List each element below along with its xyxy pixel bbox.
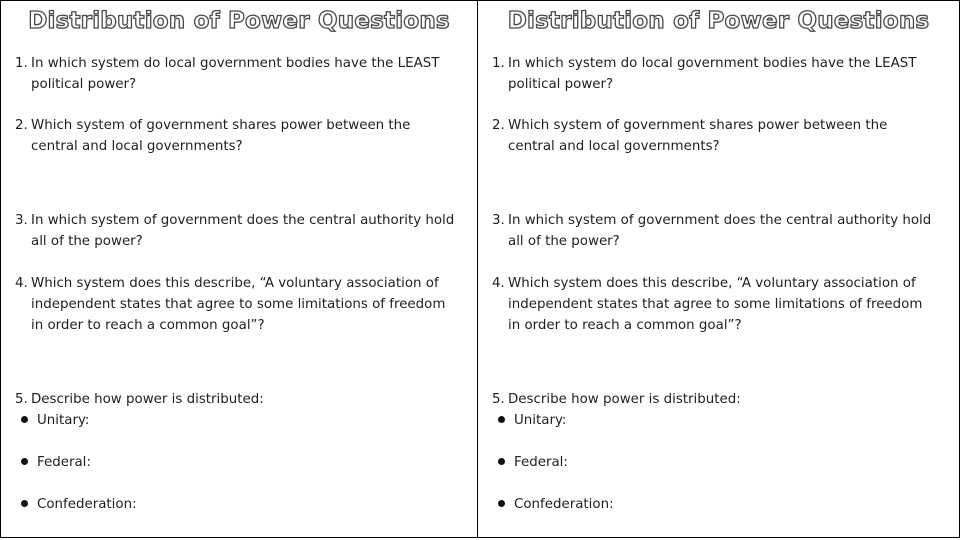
worksheet-panel-left: [0, 0, 478, 538]
question-text: Describe how power is distributed:: [31, 392, 264, 407]
bullet-item-federal: [21, 452, 91, 473]
bullet-item-confederation: [21, 494, 137, 515]
bullet-label: Confederation:: [37, 497, 137, 512]
bullet-dot-icon: [498, 458, 505, 465]
question-4: [15, 273, 467, 336]
question-number: 1.: [15, 56, 28, 71]
question-text-cont: in order to reach a common goal”?: [31, 318, 265, 333]
question-text-cont: central and local governments?: [31, 139, 243, 154]
question-text-cont: in order to reach a common goal”?: [508, 318, 742, 333]
question-3: [15, 210, 467, 252]
bullet-dot-icon: [21, 416, 28, 423]
question-text-cont: independent states that agree to some limitations of freedom: [31, 297, 446, 312]
question-4: [492, 273, 949, 336]
bullet-label: Unitary:: [514, 413, 567, 428]
question-2: [492, 115, 949, 157]
bullet-item-unitary: [21, 410, 89, 431]
question-2: [15, 115, 467, 157]
worksheet-title: Distribution of Power Questions: [507, 8, 930, 34]
question-5: [492, 389, 949, 410]
question-5: [15, 389, 467, 410]
question-text: Describe how power is distributed:: [508, 392, 741, 407]
bullet-dot-icon: [498, 500, 505, 507]
question-1: [492, 53, 949, 95]
question-text-cont: political power?: [508, 77, 614, 92]
bullet-dot-icon: [21, 500, 28, 507]
question-number: 4.: [492, 276, 505, 291]
bullet-dot-icon: [21, 458, 28, 465]
bullet-item-unitary: [498, 410, 566, 431]
question-text: Which system does this describe, “A voluntary association of: [508, 276, 916, 291]
bullet-label: Confederation:: [514, 497, 614, 512]
question-text-cont: all of the power?: [508, 234, 620, 249]
question-text-cont: independent states that agree to some limitations of freedom: [508, 297, 923, 312]
question-text-cont: all of the power?: [31, 234, 143, 249]
question-number: 3.: [492, 213, 505, 228]
question-text: In which system do local government bodies have the LEAST: [508, 56, 917, 71]
question-text-cont: central and local governments?: [508, 139, 720, 154]
bullet-label: Federal:: [514, 455, 568, 470]
question-text: In which system do local government bodies have the LEAST: [31, 56, 440, 71]
question-number: 2.: [492, 118, 505, 133]
question-3: [492, 210, 949, 252]
bullet-item-confederation: [498, 494, 614, 515]
worksheet-title: Distribution of Power Questions: [28, 8, 450, 34]
question-number: 2.: [15, 118, 28, 133]
question-number: 1.: [492, 56, 505, 71]
question-text: Which system does this describe, “A voluntary association of: [31, 276, 439, 291]
bullet-item-federal: [498, 452, 568, 473]
question-number: 5.: [15, 392, 28, 407]
question-text: Which system of government shares power between the: [508, 118, 888, 133]
question-number: 5.: [492, 392, 505, 407]
bullet-label: Federal:: [37, 455, 91, 470]
question-text: In which system of government does the central authority hold: [508, 213, 932, 228]
question-text: Which system of government shares power between the: [31, 118, 411, 133]
worksheet-panel-right: [477, 0, 960, 538]
question-text: In which system of government does the central authority hold: [31, 213, 455, 228]
bullet-dot-icon: [498, 416, 505, 423]
question-1: [15, 53, 467, 95]
question-text-cont: political power?: [31, 77, 137, 92]
question-number: 4.: [15, 276, 28, 291]
question-number: 3.: [15, 213, 28, 228]
bullet-label: Unitary:: [37, 413, 90, 428]
